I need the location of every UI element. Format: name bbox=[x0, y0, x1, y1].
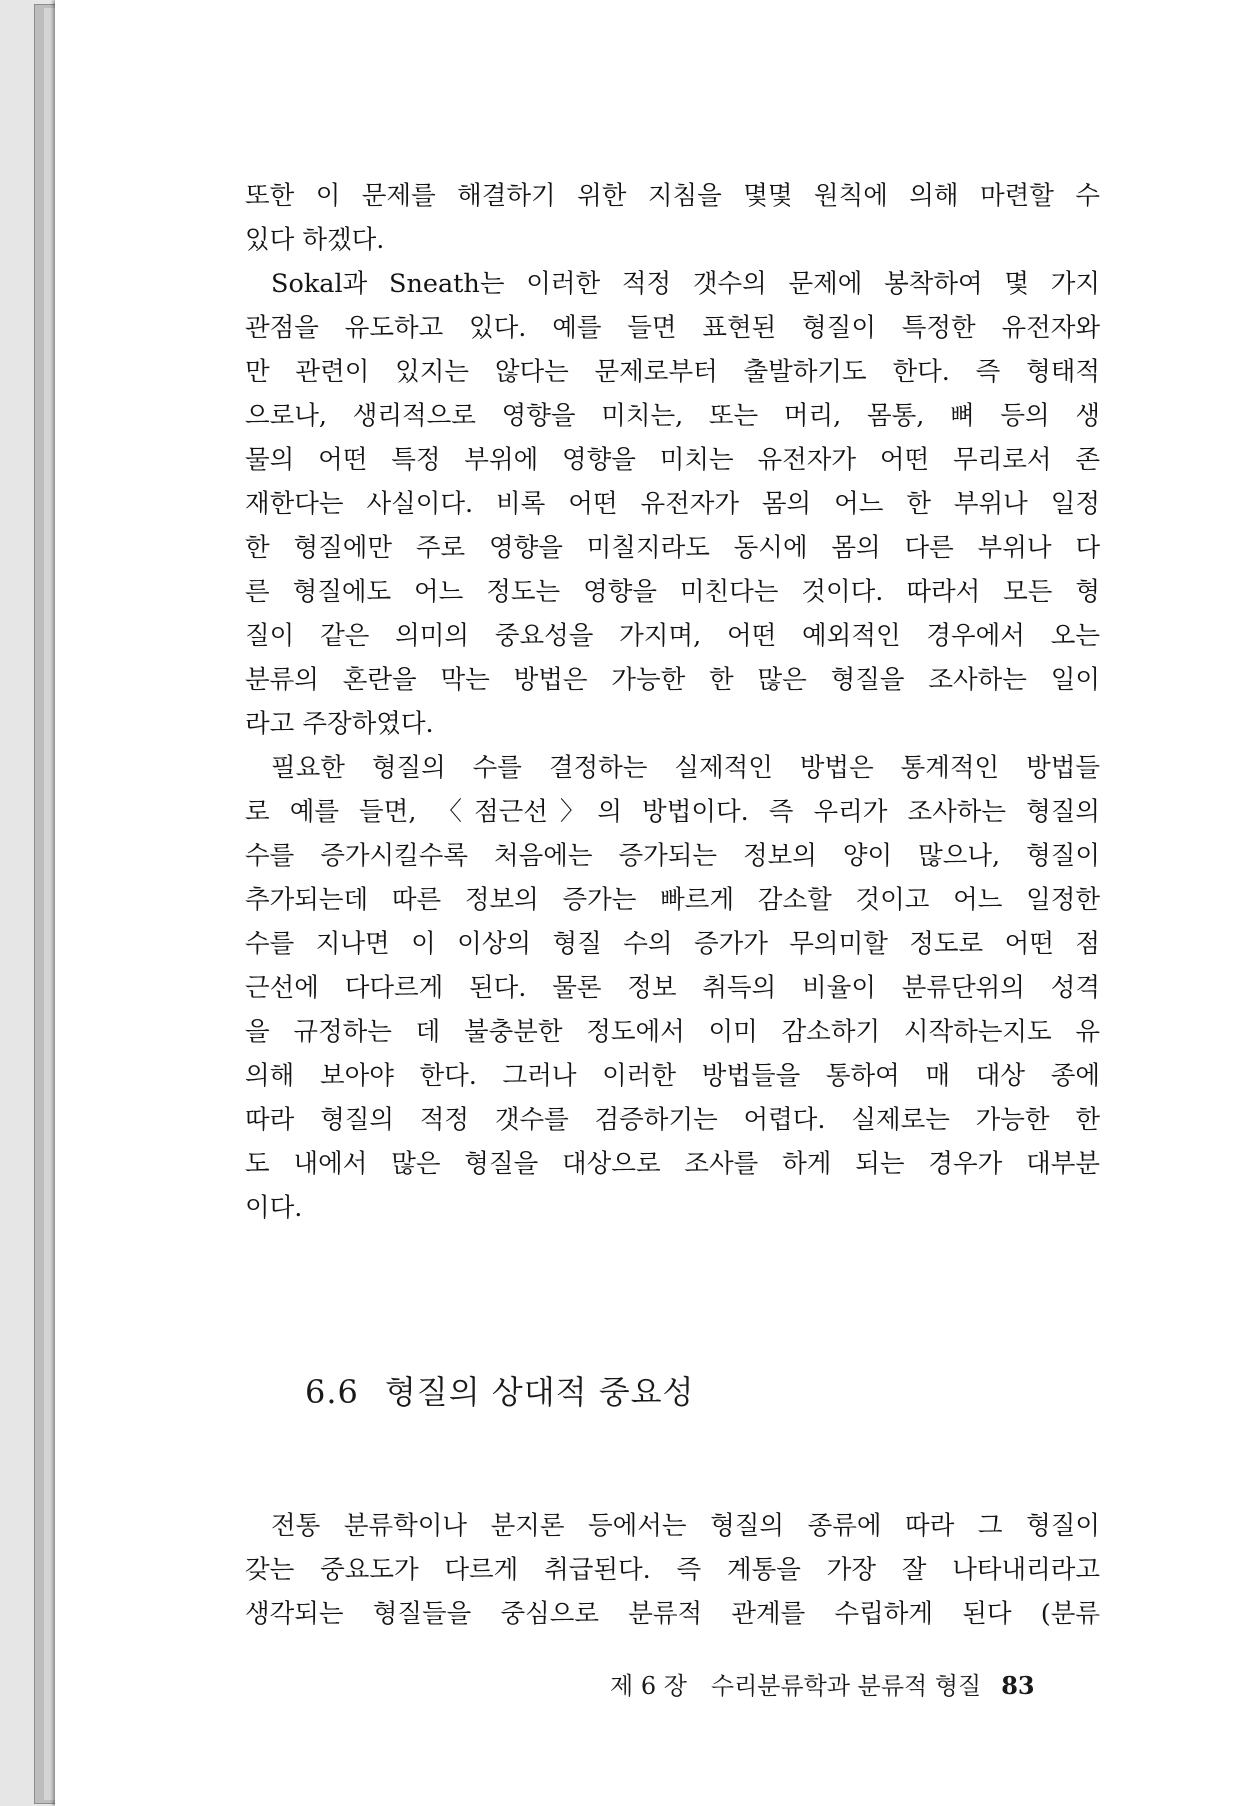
text-line: 른 형질에도 어느 정도는 영향을 미친다는 것이다. 따라서 모든 형 bbox=[245, 577, 1100, 607]
text-line: 로 예를 들면, 〈점근선〉의 방법이다. 즉 우리가 조사하는 형질의 bbox=[245, 797, 1100, 827]
text-line: 또한 이 문제를 해결하기 위한 지침을 몇몇 원칙에 의해 마련할 수 bbox=[245, 181, 1100, 211]
text-line: 물의 어떤 특정 부위에 영향을 미치는 유전자가 어떤 무리로서 존 bbox=[245, 445, 1100, 475]
text-line: 추가되는데 따른 정보의 증가는 빠르게 감소할 것이고 어느 일정한 bbox=[245, 885, 1100, 915]
page-number: 83 bbox=[1001, 1671, 1035, 1700]
text-line: 의해 보아야 한다. 그러나 이러한 방법들을 통하여 매 대상 종에 bbox=[245, 1061, 1100, 1091]
text-line: 질이 같은 의미의 중요성을 가지며, 어떤 예외적인 경우에서 오는 bbox=[245, 621, 1100, 651]
text-line: 갖는 중요도가 다르게 취급된다. 즉 계통을 가장 잘 나타내리라고 bbox=[245, 1555, 1100, 1585]
text-line: 전통 분류학이나 분지론 등에서는 형질의 종류에 따라 그 형질이 bbox=[271, 1511, 1100, 1541]
text-line: 수를 지나면 이 이상의 형질 수의 증가가 무의미할 정도로 어떤 점 bbox=[245, 929, 1100, 959]
text-line: 생각되는 형질들을 중심으로 분류적 관계를 수립하게 된다 (분류 bbox=[245, 1599, 1100, 1629]
section-number: 6.6 bbox=[305, 1373, 359, 1411]
text-line: 필요한 형질의 수를 결정하는 실제적인 방법은 통계적인 방법들 bbox=[271, 753, 1100, 783]
text-line: 분류의 혼란을 막는 방법은 가능한 한 많은 형질을 조사하는 일이 bbox=[245, 665, 1100, 695]
book-page bbox=[55, 0, 1257, 1806]
chapter-title: 수리분류학과 분류적 형질 bbox=[710, 1672, 982, 1700]
text-line: 관점을 유도하고 있다. 예를 들면 표현된 형질이 특정한 유전자와 bbox=[245, 313, 1100, 343]
section-heading bbox=[305, 1367, 694, 1413]
text-line: 으로나, 생리적으로 영향을 미치는, 또는 머리, 몸통, 뼈 등의 생 bbox=[245, 401, 1100, 431]
text-line: 근선에 다다르게 된다. 물론 정보 취득의 비율이 분류단위의 성격 bbox=[245, 973, 1100, 1003]
text-line: 만 관련이 있지는 않다는 문제로부터 출발하기도 한다. 즉 형태적 bbox=[245, 357, 1100, 387]
chapter-label: 제 6 장 bbox=[610, 1672, 687, 1700]
text-line: 도 내에서 많은 형질을 대상으로 조사를 하게 되는 경우가 대부분 bbox=[245, 1149, 1100, 1179]
text-line: 이다. bbox=[245, 1193, 303, 1223]
text-line: Sokal과 Sneath는 이러한 적정 갯수의 문제에 봉착하여 몇 가지 bbox=[271, 269, 1100, 299]
text-line: 한 형질에만 주로 영향을 미칠지라도 동시에 몸의 다른 부위나 다 bbox=[245, 533, 1100, 563]
section-title: 형질의 상대적 중요성 bbox=[384, 1373, 695, 1411]
text-line: 따라 형질의 적정 갯수를 검증하기는 어렵다. 실제로는 가능한 한 bbox=[245, 1105, 1100, 1135]
text-line: 라고 주장하였다. bbox=[245, 709, 434, 739]
text-line: 있다 하겠다. bbox=[245, 225, 385, 255]
text-line: 수를 증가시킬수록 처음에는 증가되는 정보의 양이 많으나, 형질이 bbox=[245, 841, 1100, 871]
text-line: 재한다는 사실이다. 비록 어떤 유전자가 몸의 어느 한 부위나 일정 bbox=[245, 489, 1100, 519]
text-line: 을 규정하는 데 불충분한 정도에서 이미 감소하기 시작하는지도 유 bbox=[245, 1017, 1100, 1047]
running-footer bbox=[610, 1666, 1035, 1701]
